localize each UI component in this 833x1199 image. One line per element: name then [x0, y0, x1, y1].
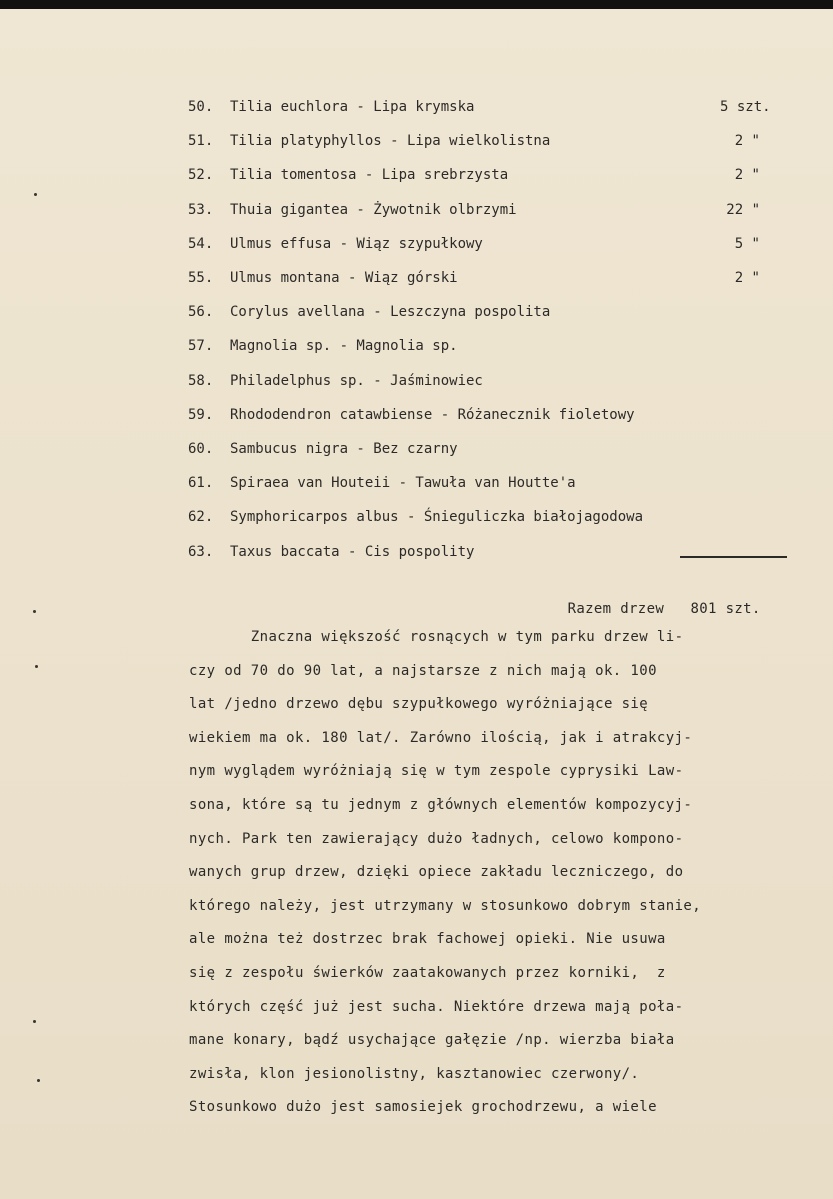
- paragraph-line: lat /jedno drzewo dębu szypułkowego wyróżniające się: [189, 696, 649, 713]
- item-species: Thuia gigantea - Żywotnik olbrzymi: [230, 201, 517, 218]
- total-row: [550, 582, 761, 618]
- item-quantity: 2 ": [734, 270, 760, 286]
- paragraph-line: wiekiem ma ok. 180 lat/. Zarówno ilością, jak i atrakcyj-: [189, 729, 693, 746]
- item-species: Tilia euchlora - Lipa krymska: [230, 99, 475, 115]
- item-number: 61.: [188, 475, 214, 492]
- item-species: Rhododendron catawbiense - Różanecznik fioletowy: [230, 406, 635, 423]
- paragraph-line: ale można też dostrzec brak fachowej opieki. Nie usuwa: [189, 931, 666, 948]
- item-quantity: 2 ": [734, 167, 760, 184]
- paragraph-line: sona, które są tu jednym z głównych elementów kompozycyj-: [189, 797, 693, 813]
- paragraph-line: się z zespołu świerków zaatakowanych przez korniki, z: [189, 965, 666, 981]
- item-number: 60.: [188, 441, 214, 457]
- paragraph-line: Stosunkowo dużo jest samosiejek grochodrzewu, a wiele: [189, 1099, 657, 1116]
- item-species: Corylus avellana - Leszczyna pospolita: [230, 304, 551, 321]
- paragraph-line: wanych grup drzew, dzięki opiece zakładu leczniczego, do: [189, 864, 684, 881]
- margin-mark: [33, 610, 36, 613]
- margin-mark: [33, 1020, 36, 1023]
- item-number: 56.: [188, 304, 214, 321]
- item-number: 58.: [188, 372, 214, 389]
- item-number: 50.: [188, 99, 214, 115]
- item-number: 55.: [188, 270, 214, 286]
- total-label: Razem drzew: [567, 601, 665, 617]
- item-species: Philadelphus sp. - Jaśminowiec: [230, 372, 483, 389]
- margin-mark: [35, 665, 38, 668]
- item-quantity: 22 ": [726, 201, 760, 218]
- item-number: 52.: [188, 167, 214, 184]
- item-number: 59.: [188, 406, 214, 423]
- margin-mark: [37, 1079, 40, 1082]
- paragraph-line: nym wyglądem wyróżniają się w tym zespole cyprysiki Law-: [189, 763, 684, 780]
- item-species: Sambucus nigra - Bez czarny: [230, 441, 458, 457]
- item-number: 63.: [188, 543, 214, 560]
- item-quantity: 5 ": [734, 235, 760, 252]
- item-species: Taxus baccata - Cis pospolity: [230, 543, 475, 560]
- item-species: Tilia tomentosa - Lipa srebrzysta: [230, 167, 509, 184]
- paragraph-line: czy od 70 do 90 lat, a najstarsze z nich mają ok. 100: [189, 662, 657, 679]
- item-number: 57.: [188, 338, 214, 355]
- paragraph-line: Znaczna większość rosnących w tym parku drzew li-: [189, 629, 684, 645]
- item-number: 53.: [188, 201, 214, 218]
- item-quantity: 5 szt.: [720, 99, 771, 115]
- item-number: 51.: [188, 133, 214, 150]
- paragraph-line: zwisła, klon jesionolistny, kasztanowiec czerwony/.: [189, 1065, 640, 1082]
- item-species: Ulmus effusa - Wiąz szypułkowy: [230, 235, 483, 252]
- item-species: Spiraea van Houteii - Tawuła van Houtte'a: [230, 475, 576, 492]
- item-number: 62.: [188, 509, 214, 526]
- paragraph-line: nych. Park ten zawierający dużo ładnych, celowo kompono-: [189, 830, 684, 847]
- margin-mark: [34, 193, 37, 196]
- item-quantity: 2 ": [734, 133, 760, 150]
- item-species: Ulmus montana - Wiąz górski: [230, 270, 458, 286]
- scan-top-border: [0, 0, 833, 9]
- paragraph-line: którego należy, jest utrzymany w stosunkowo dobrym stanie,: [189, 897, 702, 914]
- paragraph-line: których część już jest sucha. Niektóre drzewa mają poła-: [189, 998, 684, 1015]
- item-species: Magnolia sp. - Magnolia sp.: [230, 338, 458, 355]
- paragraph-line: mane konary, bądź usychające gałęzie /np. wierzba biała: [189, 1032, 675, 1049]
- sum-underline: [680, 556, 787, 558]
- item-species: Tilia platyphyllos - Lipa wielkolistna: [230, 133, 551, 150]
- item-number: 54.: [188, 235, 214, 252]
- total-value: 801 szt.: [690, 601, 761, 617]
- item-species: Symphoricarpos albus - Śnieguliczka białojagodowa: [230, 509, 644, 526]
